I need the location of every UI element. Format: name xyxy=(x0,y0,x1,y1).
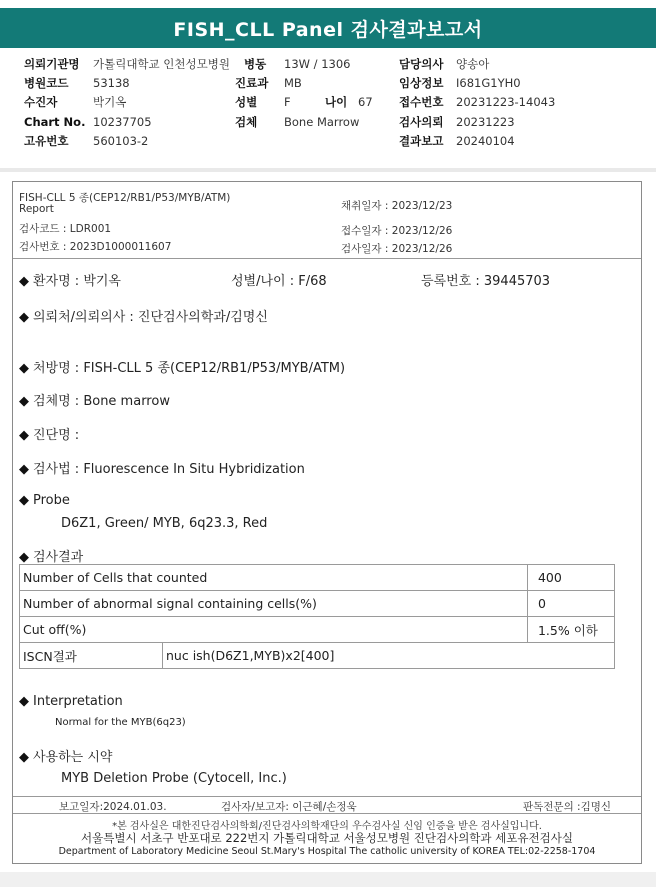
exam-date: 검사일자 : 2023/12/26 xyxy=(341,243,453,255)
section-divider xyxy=(0,168,656,172)
report-label: Report xyxy=(19,203,54,215)
patient-line: ◆ 환자명 : 박기옥 xyxy=(19,274,121,289)
result-value: 400 xyxy=(527,565,614,591)
report-meta xyxy=(13,182,641,259)
hospital-name: 가톨릭대학교 인천성모병원 xyxy=(93,57,230,71)
probe-title: ◆ Probe xyxy=(19,493,70,508)
report-date-line: 보고일자:2024.01.03. xyxy=(59,801,167,813)
clinical-info: I681G1YH0 xyxy=(456,76,521,90)
department: MB xyxy=(284,76,302,90)
requester-line: ◆ 의뢰처/의뢰의사 : 진단검사의학과/김명신 xyxy=(19,310,268,325)
interpretation-title: ◆ Interpretation xyxy=(19,694,123,709)
address-english: Department of Laboratory Medicine Seoul St.Mary's Hospital The catholic university of KOREA TEL:02-2258-1704 xyxy=(58,846,596,857)
footer-divider xyxy=(13,813,641,814)
prescription-line: ◆ 처방명 : FISH-CLL 5 종(CEP12/RB1/P53/MYB/ATM) xyxy=(19,361,346,376)
iscn-label: ISCN결과 xyxy=(20,643,163,669)
age: 67 xyxy=(358,95,373,109)
specimen-line: ◆ 검체명 : Bone marrow xyxy=(19,394,170,409)
specimen-type: Bone Marrow xyxy=(284,115,360,129)
results-title: ◆ 검사결과 xyxy=(19,550,84,565)
diamond-bullet-icon: ◆ xyxy=(19,274,29,289)
receipt-date: 접수일자 : 2023/12/26 xyxy=(341,225,453,237)
attending-doctor: 양송아 xyxy=(456,57,490,71)
diamond-bullet-icon: ◆ xyxy=(19,550,29,565)
test-name: FISH-CLL 5 종(CEP12/RB1/P53/MYB/ATM) xyxy=(19,192,231,204)
result-label: Cut off(%) xyxy=(20,617,528,643)
certification-note: *본 검사실은 대한진단검사의학회/진단검사의학재단의 우수검사실 신임 인증을 받은 검사실입니다. xyxy=(112,821,542,832)
diamond-bullet-icon: ◆ xyxy=(19,750,29,765)
chart-no: 10237705 xyxy=(93,115,152,129)
probe-value: D6Z1, Green/ MYB, 6q23.3, Red xyxy=(61,516,268,531)
report-date: 20240104 xyxy=(456,134,515,148)
diamond-bullet-icon: ◆ xyxy=(19,493,29,508)
patient-name: 박기옥 xyxy=(93,95,127,109)
table-row xyxy=(20,565,615,591)
table-row xyxy=(20,643,615,669)
reagent-value: MYB Deletion Probe (Cytocell, Inc.) xyxy=(61,771,287,786)
diamond-bullet-icon: ◆ xyxy=(19,394,29,409)
diagnosis-line: ◆ 진단명 : xyxy=(19,428,80,443)
request-date: 20231223 xyxy=(456,115,515,129)
reagent-title: ◆ 사용하는 시약 xyxy=(19,750,113,765)
footer-divider xyxy=(13,796,641,797)
diamond-bullet-icon: ◆ xyxy=(19,462,29,477)
diamond-bullet-icon: ◆ xyxy=(19,428,29,443)
results-table xyxy=(19,564,615,669)
interpretation-value: Normal for the MYB(6q23) xyxy=(55,717,186,728)
collect-date: 채취일자 : 2023/12/23 xyxy=(341,200,453,212)
result-value: 0 xyxy=(527,591,614,617)
receipt-number: 20231223-14043 xyxy=(456,95,556,109)
result-label: Number of Cells that counted xyxy=(20,565,528,591)
diamond-bullet-icon: ◆ xyxy=(19,361,29,376)
iscn-value: nuc ish(D6Z1,MYB)x2[400] xyxy=(163,643,615,669)
test-number: 검사번호 : 2023D1000011607 xyxy=(19,241,172,253)
diamond-bullet-icon: ◆ xyxy=(19,694,29,709)
unique-no: 560103-2 xyxy=(93,134,149,148)
test-code: 검사코드 : LDR001 xyxy=(19,223,112,235)
examiners-line: 검사자/보고자: 이근혜/손정욱 xyxy=(221,801,357,813)
hospital-code: 53138 xyxy=(93,76,130,90)
table-row xyxy=(20,617,615,643)
method-line: ◆ 검사법 : Fluorescence In Situ Hybridization xyxy=(19,462,305,477)
diamond-bullet-icon: ◆ xyxy=(19,310,29,325)
page-bottom-margin xyxy=(0,872,656,887)
specialist-line: 판독전문의 :김명신 xyxy=(523,801,612,813)
sex-age-line: 성별/나이 : F/68 xyxy=(231,274,327,289)
ward: 13W / 1306 xyxy=(284,57,351,71)
header-row: 의뢰기관명 xyxy=(24,57,80,71)
address-korean: 서울특별시 서초구 반포대로 222번지 가톨릭대학교 서울성모병원 진단검사의학과 세포유전검사실 xyxy=(81,831,573,845)
report-body xyxy=(12,181,642,864)
registration-number: 등록번호 : 39445703 xyxy=(421,274,551,289)
result-label: Number of abnormal signal containing cells(%) xyxy=(20,591,528,617)
sex: F xyxy=(284,95,291,109)
report-title-bar xyxy=(0,8,656,48)
table-row xyxy=(20,591,615,617)
result-value: 1.5% 이하 xyxy=(527,617,614,643)
report-title: FISH_CLL Panel 검사결과보고서 xyxy=(173,18,483,41)
